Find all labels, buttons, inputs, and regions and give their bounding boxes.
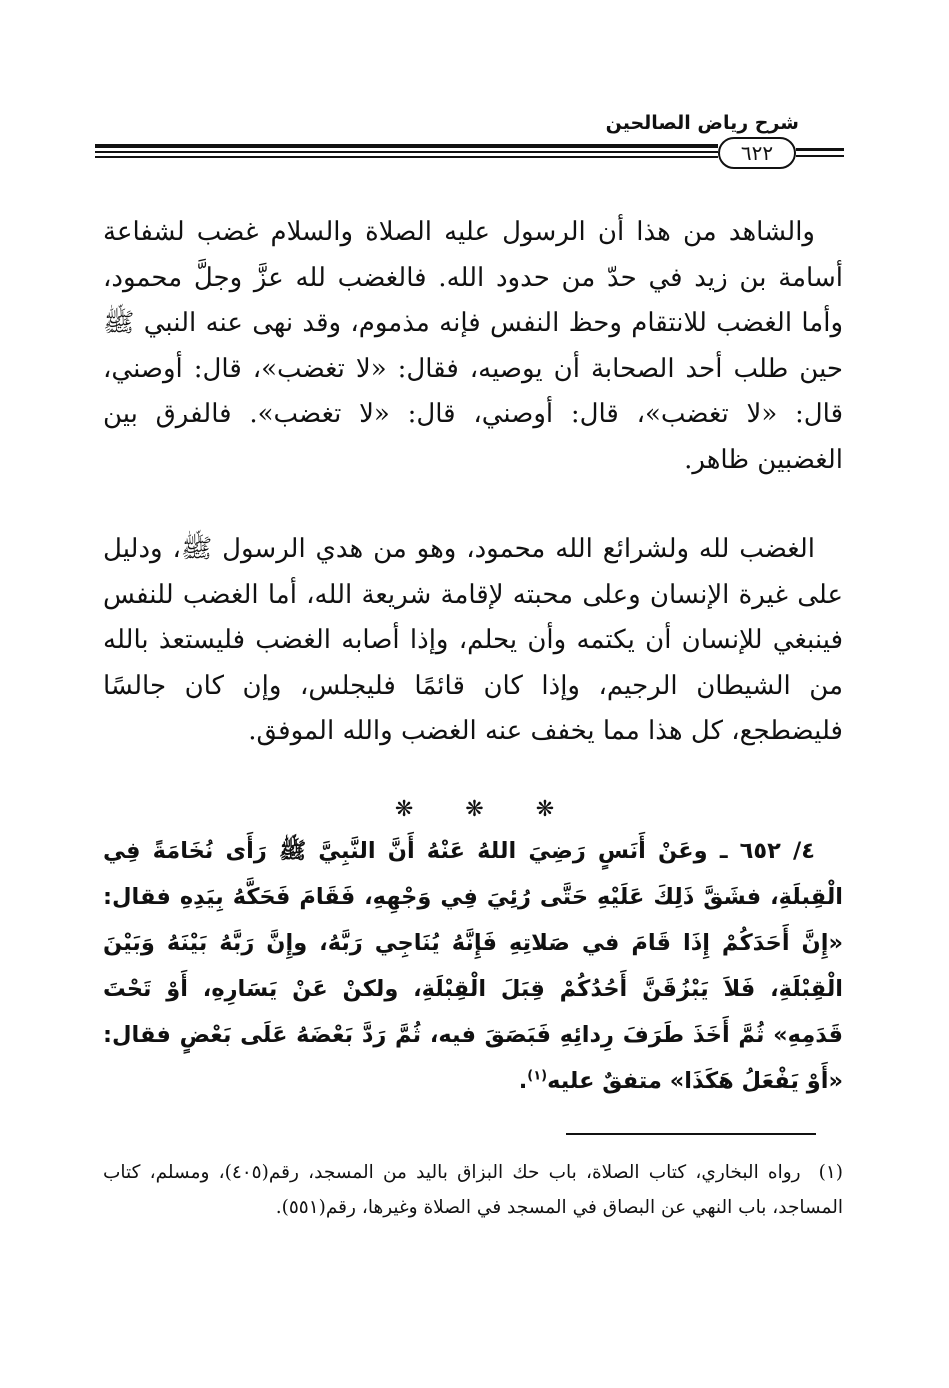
running-title: شرح رياض الصالحين — [605, 112, 799, 134]
separator-star-icon: ❋ — [535, 797, 555, 822]
footnote-reference[interactable]: (١) — [527, 1068, 548, 1084]
page-number: ٦٢٢ — [718, 137, 796, 169]
footnote-marker: (١) — [818, 1162, 843, 1183]
section-separator — [0, 797, 949, 822]
header-rule — [95, 144, 718, 148]
footnote-text: رواه البخاري، كتاب الصلاة، باب حك البزاق باليد من المسجد، رقم(٤٠٥)، ومسلم، كتاب المساجد، باب النهي عن البصاق في المسجد في الصلاة وغيرها، رقم(٥٥١). — [103, 1162, 843, 1218]
body-paragraph: والشاهد من هذا أن الرسول عليه الصلاة والسلام غضب لشفاعة أسامة بن زيد في حدّ من حدود الله. فالغضب لله عزَّ وجلَّ محمود، وأما الغضب للانتقام وحظ النفس فإنه مذموم، وقد نهى عنه النبي ﷺ حين طلب أحد الصحابة أن يوصيه، فقال: «لا تغضب»، قال: أوصني، قال: «لا تغضب»، قال: أوصني، قال: «لا تغضب». فالفرق بين الغضبين ظاهر. — [103, 217, 843, 475]
header-rule — [95, 151, 718, 153]
hadith-text — [103, 828, 843, 1104]
hadith-body: ٤/ ٦٥٢ ـ وعَنْ أَنَسٍ رَضِيَ اللهُ عَنْهُ أَنَّ النَّبِيَّ ﷺ رَأَى نُخَامَةً فِي الْقِبلَةِ، فشَقَّ ذَلِكَ عَلَيْهِ حَتَّى رُئِيَ فِي وَجْهِهِ، فَقَامَ فَحَكَّهُ بِيَدِهِ فقال: «إِنَّ أَحَدَكُمْ إِذَا قَامَ في صَلاتِهِ فَإِنَّهُ يُنَاجِي رَبَّهُ، وإِنَّ رَبَّهُ بَيْنَهُ وَبَيْنَ الْقِبْلَةِ، فَلاَ يَبْزُقَنَّ أَحُدُكُمْ قِبَلَ الْقِبْلَةِ، ولكنْ عَنْ يَسَارِهِ، أَوْ تَحْتَ قَدَمِهِ» ثُمَّ أَخَذَ طَرَفَ رِدائِهِ فَبَصَقَ فيه، ثُمَّ رَدَّ بَعْضَهُ عَلَى بَعْضٍ فقال: «أَوْ يَفْعَلُ هَكَذَا» متفقٌ عليه — [103, 838, 843, 1094]
header-rule — [796, 148, 844, 151]
body-paragraph: الغضب لله ولشرائع الله محمود، وهو من هدي الرسول ﷺ، ودليل على غيرة الإنسان وعلى محبته لإقامة شريعة الله، أما الغضب للنفس فينبغي للإنسان أن يكتمه وأن يحلم، وإذا أصابه الغضب فليستعذ بالله من الشيطان الرجيم، وإذا كان قائمًا فليجلس، وإن كان جالسًا فليضطجع، كل هذا مما يخفف عنه الغضب والله الموفق. — [103, 534, 843, 746]
header-rule — [796, 155, 844, 157]
separator-star-icon: ❋ — [465, 797, 484, 822]
footnote — [103, 1155, 843, 1225]
hadith-end: . — [518, 1068, 528, 1094]
header-rule — [95, 156, 718, 158]
separator-star-icon: ❋ — [394, 797, 414, 822]
footnote-divider — [566, 1133, 816, 1135]
